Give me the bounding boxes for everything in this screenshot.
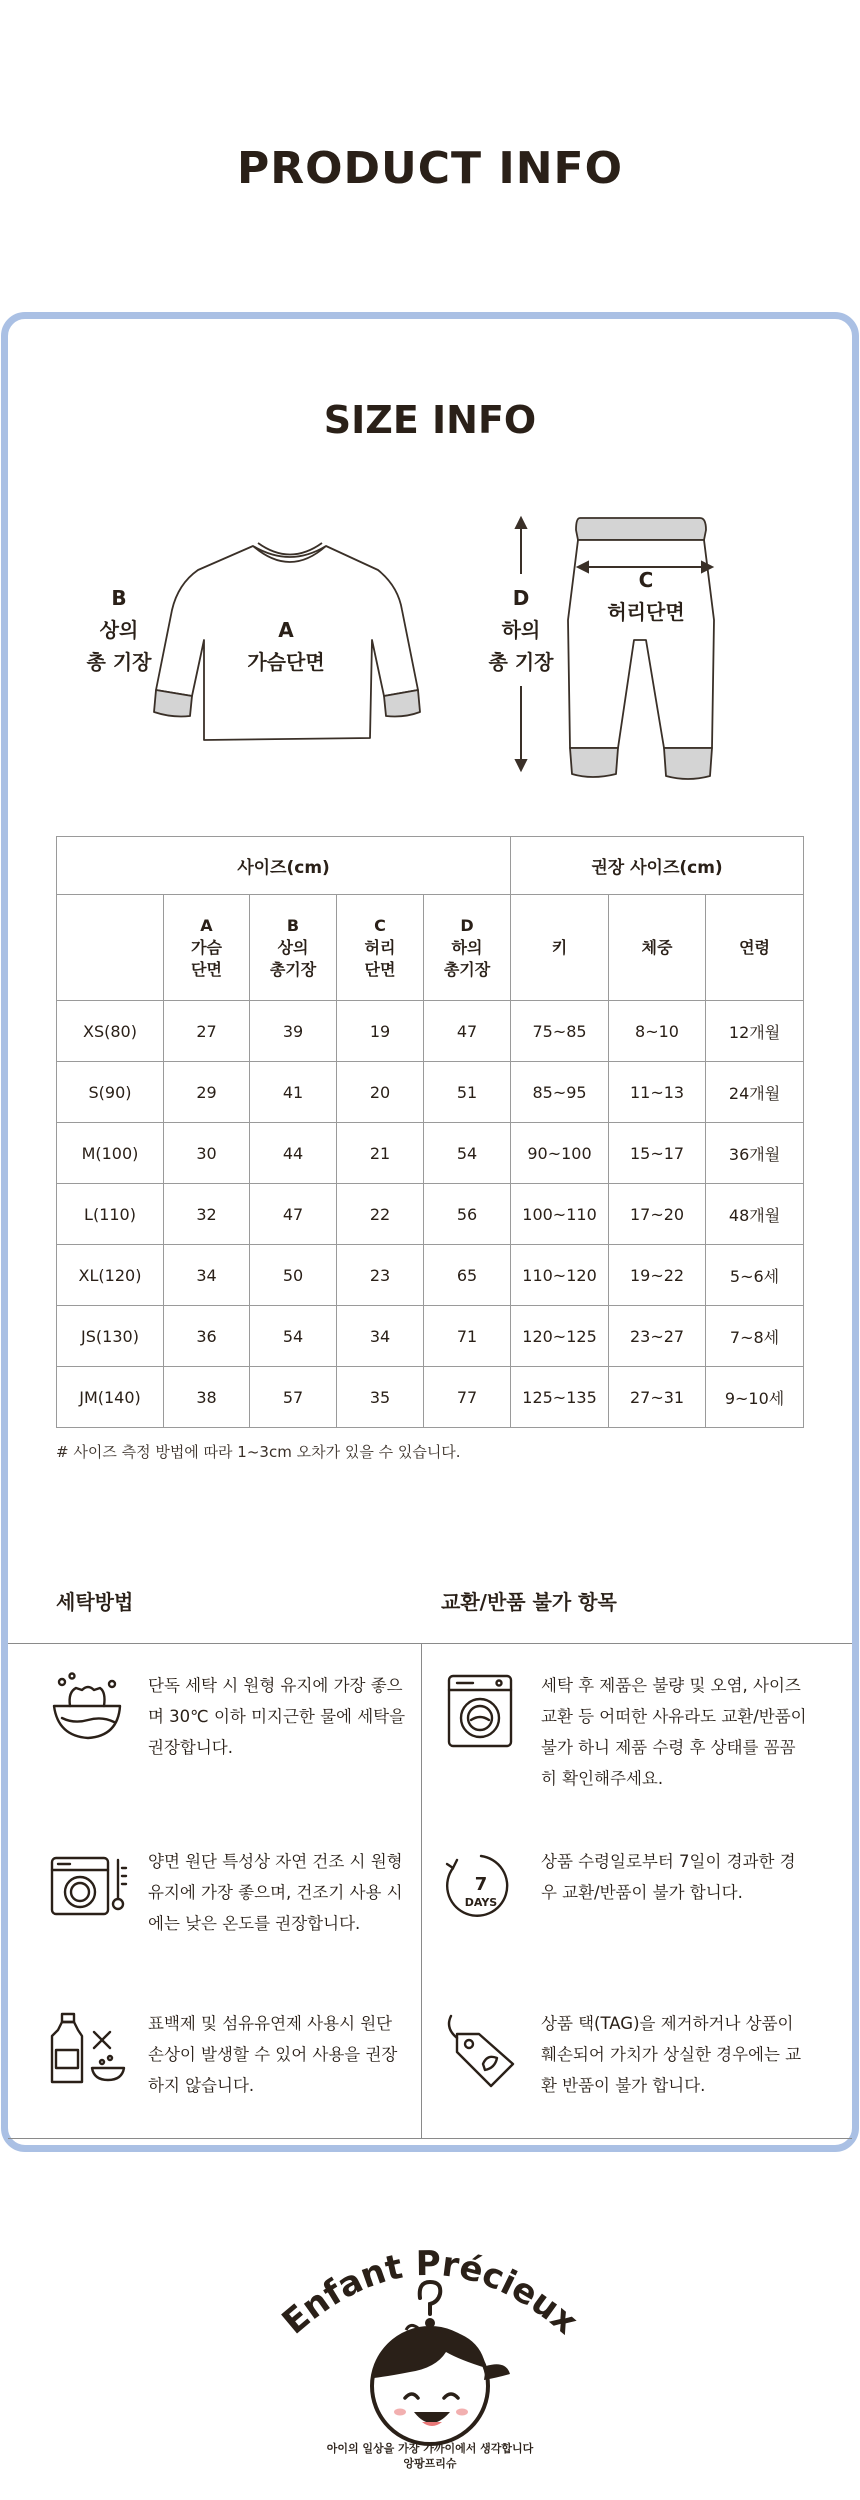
table-cell: 54 xyxy=(250,1306,337,1367)
table-row xyxy=(57,1001,804,1062)
table-cell: 7~8세 xyxy=(706,1306,804,1367)
tag-icon xyxy=(441,2008,521,2088)
table-cell: 100~110 xyxy=(511,1184,609,1245)
table-cell: JM(140) xyxy=(57,1367,164,1428)
table-cell: 57 xyxy=(250,1367,337,1428)
label-a-text: 가슴단면 xyxy=(247,650,325,674)
table-cell: 85~95 xyxy=(511,1062,609,1123)
no-bleach-icon xyxy=(48,2008,128,2088)
label-c xyxy=(596,564,696,628)
table-cell: 20 xyxy=(337,1062,424,1123)
table-cell: 110~120 xyxy=(511,1245,609,1306)
table-cell: 34 xyxy=(164,1245,250,1306)
wash-item-text: 표백제 및 섬유유연제 사용시 원단 손상이 발생할 수 있어 사용을 권장하지 않습니다. xyxy=(148,2014,398,2095)
table-cell: 51 xyxy=(424,1062,511,1123)
table-cell: XL(120) xyxy=(57,1245,164,1306)
table-cell: 41 xyxy=(250,1062,337,1123)
col-c-header xyxy=(337,895,424,1001)
table-cell: 44 xyxy=(250,1123,337,1184)
care-top-divider xyxy=(8,1643,852,1644)
brand-logo-text: Enfant Précieux xyxy=(274,2243,586,2343)
brand-tagline xyxy=(0,2441,860,2471)
table-cell: 38 xyxy=(164,1367,250,1428)
col-b-line2: 총기장 xyxy=(269,959,317,979)
table-cell: 11~13 xyxy=(609,1062,706,1123)
seven-days-icon xyxy=(441,1846,521,1926)
table-cell: 12개월 xyxy=(706,1001,804,1062)
group-size-header: 사이즈(cm) xyxy=(57,837,511,895)
page-title: PRODUCT INFO xyxy=(236,143,624,194)
wash-item-text: 단독 세탁 시 원형 유지에 가장 좋으며 30℃ 이하 미지근한 물에 세탁을 권장합니다. xyxy=(148,1676,406,1757)
size-note: # 사이즈 측정 방법에 따라 1~3cm 오차가 있을 수 있습니다. xyxy=(56,1443,461,1461)
col-a-header xyxy=(164,895,250,1001)
table-cell: 47 xyxy=(424,1001,511,1062)
table-cell: 35 xyxy=(337,1367,424,1428)
brand-tagline-text: 아이의 일상을 가장 가까이에서 생각합니다 xyxy=(326,2442,534,2455)
size-name-header xyxy=(57,895,164,1001)
care-column-divider xyxy=(421,1643,422,2138)
table-row xyxy=(57,1306,804,1367)
seven-days-word: DAYS xyxy=(464,1896,498,1909)
col-c-line2: 단면 xyxy=(364,959,396,979)
return-item xyxy=(441,2008,811,2101)
col-b-letter: B xyxy=(286,915,300,935)
col-d-letter: D xyxy=(460,915,474,935)
seven-days-number: 7 xyxy=(474,1874,488,1895)
col-height-header: 키 xyxy=(511,895,609,1001)
table-cell: 71 xyxy=(424,1306,511,1367)
col-weight-header: 체중 xyxy=(609,895,706,1001)
wash-item xyxy=(48,1846,413,1939)
table-row xyxy=(57,1184,804,1245)
dryer-icon xyxy=(48,1846,128,1926)
table-cell: 75~85 xyxy=(511,1001,609,1062)
label-d-line1: 하의 xyxy=(501,618,541,642)
table-cell: 9~10세 xyxy=(706,1367,804,1428)
return-item xyxy=(441,1846,811,1926)
table-cell: 56 xyxy=(424,1184,511,1245)
wash-item xyxy=(48,1670,413,1763)
label-c-text: 허리단면 xyxy=(607,600,685,624)
size-diagram xyxy=(0,500,860,800)
col-age-header: 연령 xyxy=(706,895,804,1001)
label-b-letter: B xyxy=(111,586,127,610)
table-row xyxy=(57,1062,804,1123)
wash-item-text: 양면 원단 특성상 자연 건조 시 원형 유지에 가장 좋으며, 건조기 사용 시에는 낮은 온도를 권장합니다. xyxy=(148,1852,403,1933)
col-d-line2: 총기장 xyxy=(443,959,491,979)
table-cell: 21 xyxy=(337,1123,424,1184)
table-cell: S(90) xyxy=(57,1062,164,1123)
col-d-line1: 하의 xyxy=(451,937,483,957)
table-cell: 22 xyxy=(337,1184,424,1245)
table-cell: 32 xyxy=(164,1184,250,1245)
table-cell: 17~20 xyxy=(609,1184,706,1245)
col-d-header xyxy=(424,895,511,1001)
label-d-letter: D xyxy=(512,586,530,610)
col-b-line1: 상의 xyxy=(277,937,309,957)
table-cell: L(110) xyxy=(57,1184,164,1245)
table-cell: 24개월 xyxy=(706,1062,804,1123)
table-cell: JS(130) xyxy=(57,1306,164,1367)
col-c-letter: C xyxy=(374,915,386,935)
table-cell: 50 xyxy=(250,1245,337,1306)
wash-method-title: 세탁방법 xyxy=(56,1590,134,1614)
table-cell: 65 xyxy=(424,1245,511,1306)
table-cell: 34 xyxy=(337,1306,424,1367)
col-c-line1: 허리 xyxy=(364,937,396,957)
table-cell: M(100) xyxy=(57,1123,164,1184)
label-b xyxy=(74,582,164,678)
table-cell: 47 xyxy=(250,1184,337,1245)
label-a-letter: A xyxy=(278,618,294,642)
col-a-line1: 가슴 xyxy=(191,937,222,957)
return-item-text: 세탁 후 제품은 불량 및 오염, 사이즈 교환 등 어떠한 사유라도 교환/반품이 불가 하니 제품 수령 후 상태를 꼼꼼히 확인해주세요. xyxy=(541,1676,807,1788)
table-cell: 27~31 xyxy=(609,1367,706,1428)
table-cell: 30 xyxy=(164,1123,250,1184)
table-group-header xyxy=(57,837,804,895)
label-d xyxy=(476,582,566,678)
table-cell: XS(80) xyxy=(57,1001,164,1062)
table-cell: 15~17 xyxy=(609,1123,706,1184)
group-recommend-header: 권장 사이즈(cm) xyxy=(511,837,804,895)
wash-item xyxy=(48,2008,413,2101)
table-cell: 8~10 xyxy=(609,1001,706,1062)
size-info-title: SIZE INFO xyxy=(323,398,537,442)
table-cell: 5~6세 xyxy=(706,1245,804,1306)
table-cell: 54 xyxy=(424,1123,511,1184)
table-cell: 120~125 xyxy=(511,1306,609,1367)
hand-wash-icon xyxy=(48,1670,128,1750)
table-cell: 23~27 xyxy=(609,1306,706,1367)
label-c-letter: C xyxy=(638,568,654,592)
table-cell: 19 xyxy=(337,1001,424,1062)
table-cell: 39 xyxy=(250,1001,337,1062)
return-item-text: 상품 택(TAG)을 제거하거나 상품이 훼손되어 가치가 상실한 경우에는 교환 반품이 불가 합니다. xyxy=(541,2014,802,2095)
table-cell: 48개월 xyxy=(706,1184,804,1245)
table-cell: 125~135 xyxy=(511,1367,609,1428)
label-b-line1: 상의 xyxy=(99,618,139,642)
table-row xyxy=(57,1123,804,1184)
washing-machine-icon xyxy=(441,1670,521,1750)
no-return-title: 교환/반품 불가 항목 xyxy=(441,1590,617,1614)
care-bottom-divider xyxy=(8,2138,852,2139)
table-cell: 36 xyxy=(164,1306,250,1367)
col-b-header xyxy=(250,895,337,1001)
table-cell: 29 xyxy=(164,1062,250,1123)
col-a-letter: A xyxy=(200,915,213,935)
table-cell: 27 xyxy=(164,1001,250,1062)
table-cell: 19~22 xyxy=(609,1245,706,1306)
table-row xyxy=(57,1367,804,1428)
table-column-header xyxy=(57,895,804,1001)
label-d-line2: 총 기장 xyxy=(488,650,554,674)
brand-name-kr: 앙팡프리슈 xyxy=(403,2457,457,2470)
label-b-line2: 총 기장 xyxy=(86,650,152,674)
label-a xyxy=(236,614,336,678)
size-table xyxy=(56,836,804,1428)
table-cell: 90~100 xyxy=(511,1123,609,1184)
return-item xyxy=(441,1670,811,1794)
col-a-line2: 단면 xyxy=(191,959,222,979)
table-cell: 23 xyxy=(337,1245,424,1306)
table-cell: 36개월 xyxy=(706,1123,804,1184)
table-row xyxy=(57,1245,804,1306)
return-item-text: 상품 수령일로부터 7일이 경과한 경우 교환/반품이 불가 합니다. xyxy=(541,1852,796,1902)
table-cell: 77 xyxy=(424,1367,511,1428)
